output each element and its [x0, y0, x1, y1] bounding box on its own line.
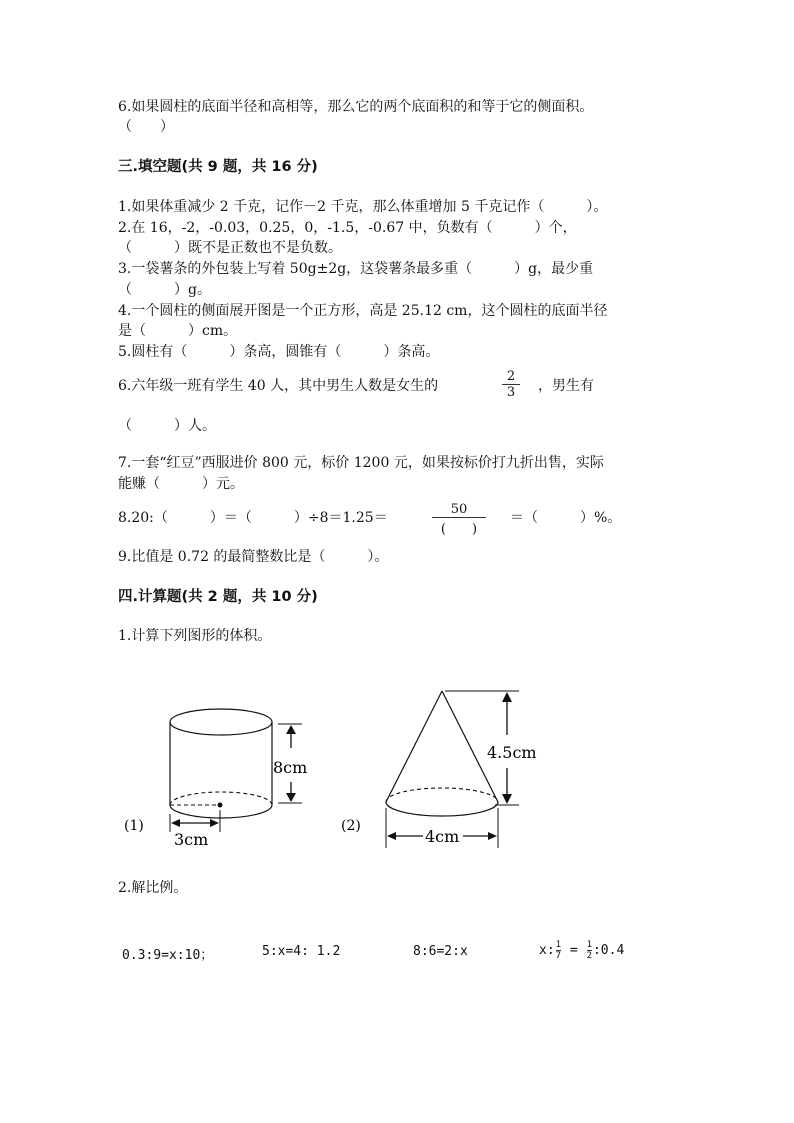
equation-1: 0.3:9=x:10； [122, 948, 214, 963]
fill-q6-text-end: ，男生有 [538, 378, 594, 394]
fill-q6-line2: （ ）人。 [118, 418, 216, 434]
fill-q3-line1: 3.一袋薯条的外包装上写着 50g±2g，这袋薯条最多重（ ）g，最少重 [118, 261, 594, 277]
cylinder-top-ellipse [170, 709, 272, 735]
cone-base-back-arc [386, 788, 498, 802]
base-arrow-head-left [171, 819, 180, 827]
height-arrow-head-up [286, 725, 296, 734]
base-arrow-head-left [387, 832, 396, 840]
equation-4-end: :0.4 [592, 943, 625, 958]
equation-2: 5:x=4: 1.2 [262, 944, 341, 959]
equation-4-start: x: [539, 943, 555, 958]
fill-q1: 1.如果体重减少 2 千克，记作－2 千克，那么体重增加 5 千克记作（ ）。 [118, 199, 608, 215]
fill-q8-fraction [432, 502, 486, 537]
cone-base-label: 4cm [425, 827, 460, 846]
fraction-denominator: 7 [555, 951, 562, 961]
fill-q2-line1: 2.在 16，-2，-0.03，0.25，0，-1.5，-0.67 中，负数有（ ）个， [118, 220, 577, 236]
cone-height-label: 4.5cm [487, 743, 537, 762]
fraction-numerator: 2 [506, 369, 516, 384]
height-arrow-head-down [502, 794, 512, 804]
fraction-numerator: 50 [450, 502, 468, 517]
cylinder-height-label: 8cm [273, 758, 308, 777]
fill-q5: 5.圆柱有（ ）条高，圆锥有（ ）条高。 [118, 344, 440, 360]
cone-base-front-arc [386, 802, 498, 816]
figure1-label: (1) [124, 818, 144, 834]
judgement-q6-text: 6.如果圆柱的底面半径和高相等，那么它的两个底面积的和等于它的侧面积。 [118, 99, 594, 115]
equation-4-fraction-1 [556, 940, 561, 961]
calc-section-title: 四.计算题(共 2 题，共 10 分) [118, 589, 318, 605]
cylinder-base-label: 3cm [174, 830, 209, 849]
judgement-q6-answer-blank: （ ） [118, 119, 174, 135]
fill-q6-text: 6.六年级一班有学生 40 人，其中男生人数是女生的 [118, 378, 439, 394]
equation-4-equals: = [562, 943, 586, 958]
base-arrow-head-right [210, 819, 219, 827]
fraction-numerator: 1 [555, 940, 562, 950]
equation-4 [539, 940, 624, 961]
fraction-denominator: 2 [586, 951, 592, 961]
cone-figure [335, 680, 555, 855]
height-arrow-head-up [502, 692, 512, 702]
cylinder-center-dot [218, 803, 223, 808]
cylinder-figure [110, 690, 330, 855]
fill-q9: 9.比值是 0.72 的最简整数比是（ ）。 [118, 549, 389, 565]
fill-section-title: 三.填空题(共 9 题，共 16 分) [118, 159, 318, 175]
fill-q8-text: 8.20:（ ）＝（ ）÷8＝1.25＝ [118, 510, 388, 526]
fraction-denominator: 3 [502, 384, 520, 400]
figure2-label: (2) [341, 818, 361, 834]
calc-q1: 1.计算下列图形的体积。 [118, 628, 272, 644]
fill-q7-line1: 7.一套“红豆”西服进价 800 元，标价 1200 元，如果按标价打九折出售，实际 [118, 455, 604, 471]
fill-q4-line2: 是（ ）cm。 [118, 323, 238, 339]
height-arrow-head-down [286, 793, 296, 802]
equation-4-fraction-2 [587, 940, 592, 961]
fill-q6-fraction [502, 369, 520, 400]
fill-q3-line2: （ ）g。 [118, 282, 211, 298]
fraction-denominator: ( ) [432, 517, 486, 537]
base-arrow-head-right [488, 832, 497, 840]
calc-q2: 2.解比例。 [118, 880, 188, 896]
equation-3: 8:6=2:x [413, 944, 468, 959]
cone-left-edge [386, 691, 442, 802]
fill-q8-text-end: ＝（ ）%。 [510, 510, 622, 526]
fraction-numerator: 1 [586, 940, 592, 950]
fill-q2-line2: （ ）既不是正数也不是负数。 [118, 240, 342, 256]
fill-q7-line2: 能赚（ ）元。 [118, 476, 244, 492]
fill-q4-line1: 4.一个圆柱的侧面展开图是一个正方形，高是 25.12 cm，这个圆柱的底面半径 [118, 303, 608, 319]
